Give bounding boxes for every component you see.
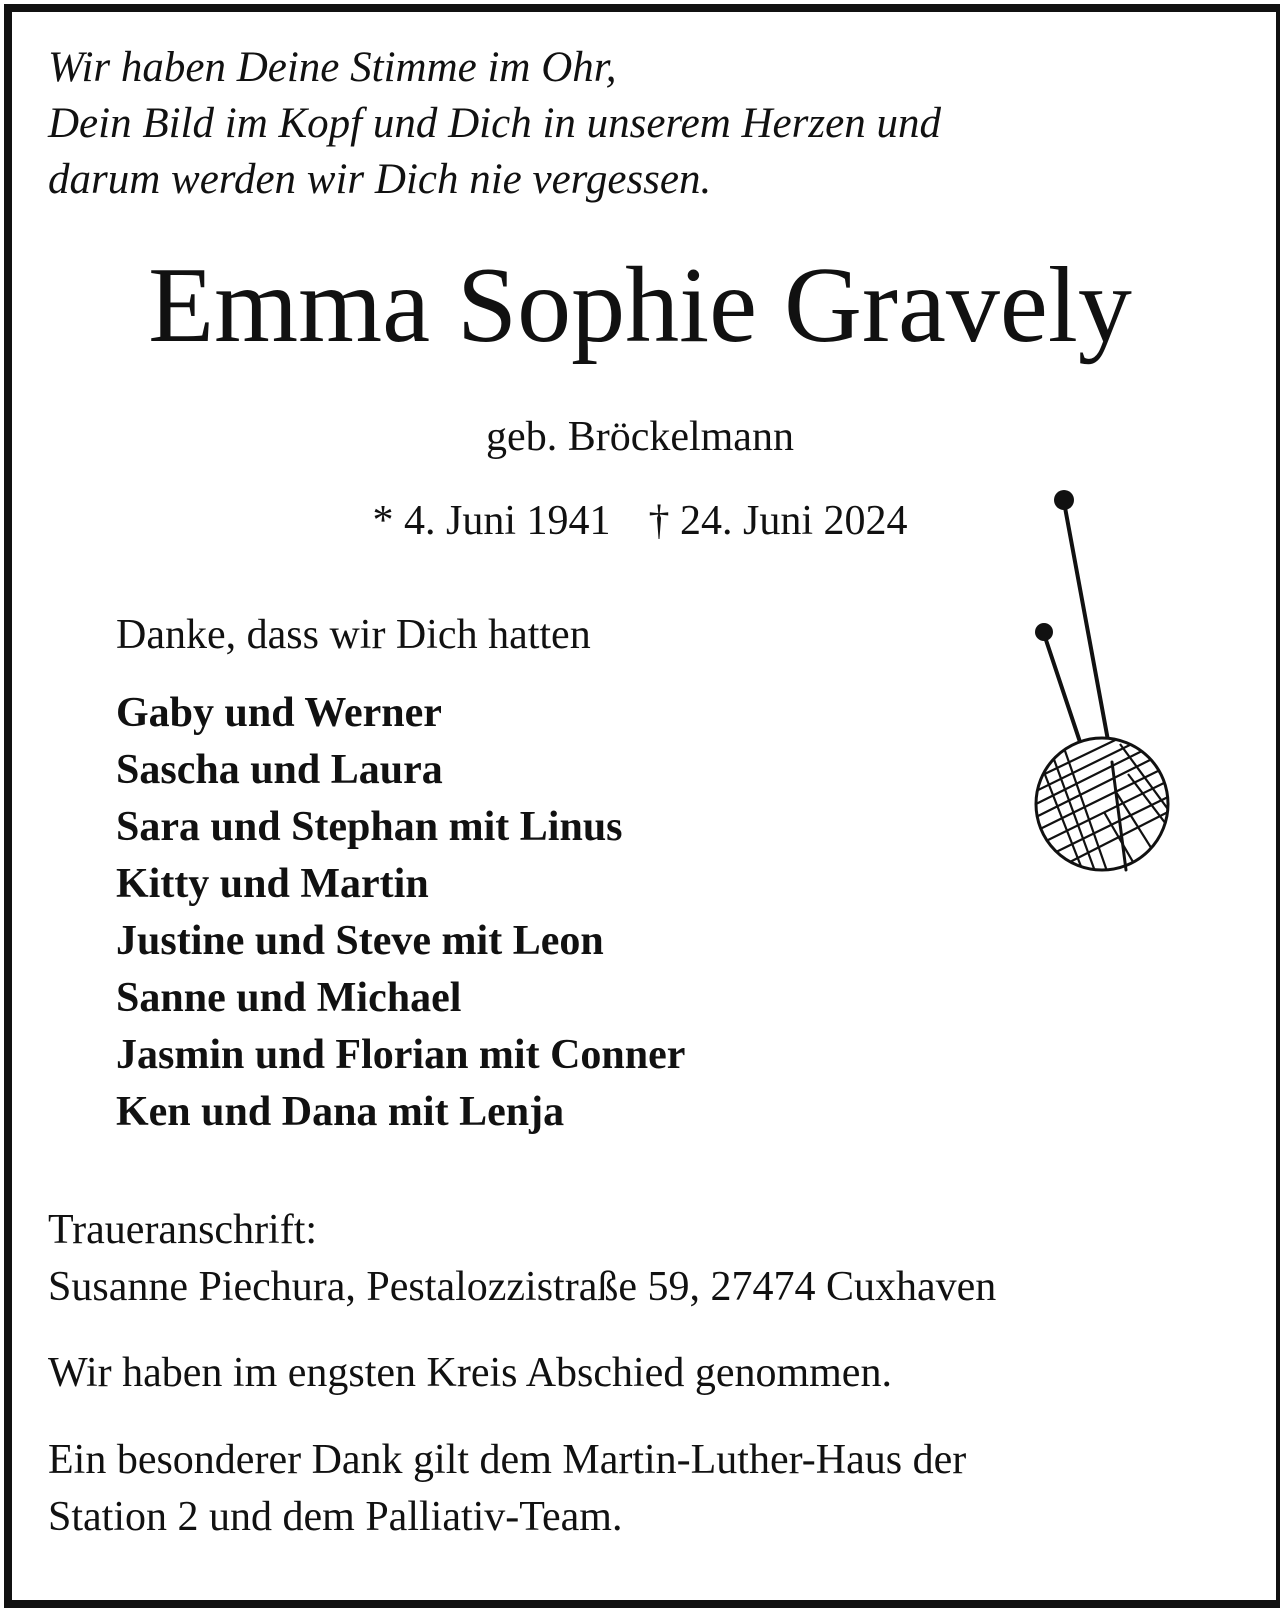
address-label: Traueranschrift: [48,1207,318,1253]
birth-date: * 4. Juni 1941 [372,498,611,544]
motto-line: darum werden wir Dich nie vergessen. [48,156,712,203]
mourner-entry: Jasmin und Florian mit Conner [116,1032,686,1078]
mourner-entry: Gaby und Werner [116,690,442,736]
special-thanks-line: Ein besonderer Dank gilt dem Martin-Luther-Haus der [48,1437,967,1483]
mourner-entry: Ken und Dana mit Lenja [116,1089,565,1135]
motto-line: Wir haben Deine Stimme im Ohr, [48,44,617,91]
maiden-name: geb. Bröckelmann [486,414,794,460]
mourner-entry: Sara und Stephan mit Linus [116,804,623,850]
farewell-note: Wir haben im engsten Kreis Abschied genommen. [48,1350,892,1396]
mourner-entry: Sascha und Laura [116,747,443,793]
mourner-entry: Justine und Steve mit Leon [116,918,604,964]
mourning-address [48,1202,996,1316]
death-date: † 24. Juni 2024 [648,498,908,544]
motto-verse [48,40,941,208]
deceased-name: Emma Sophie Gravely [148,246,1132,365]
motto-line: Dein Bild im Kopf und Dich in unserem Herzen und [48,100,941,147]
address-value: Susanne Piechura, Pestalozzistraße 59, 27474 Cuxhaven [48,1264,997,1310]
mourner-entry: Kitty und Martin [116,861,429,907]
mourners-list [116,685,685,1141]
yarn-ball-knitting-needles-icon [1020,482,1180,892]
special-thanks-line: Station 2 und dem Palliativ-Team. [48,1494,623,1540]
mourner-entry: Sanne und Michael [116,975,462,1021]
special-thanks [48,1432,966,1546]
thanks-line: Danke, dass wir Dich hatten [116,612,591,658]
